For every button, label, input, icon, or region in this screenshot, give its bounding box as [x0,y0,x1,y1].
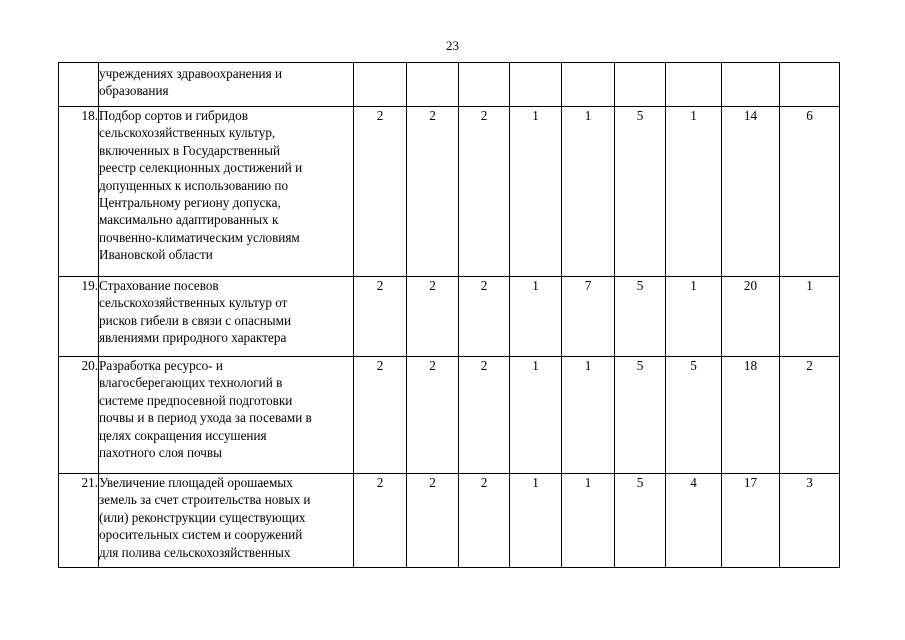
description-line: системе предпосевной подготовки [99,392,293,408]
value-cell: 1 [562,474,615,568]
value-cell: 2 [407,277,459,357]
description-line: Подбор сортов и гибридов [99,108,248,123]
table-row [59,277,840,357]
value-cell: 2 [354,357,407,474]
measures-table [58,62,840,568]
description-line: почвенно-климатическим условиям [99,229,300,245]
value-cell: 1 [562,357,615,474]
row-number: 19. [59,277,99,357]
value-cell: 2 [459,107,510,277]
value-cell: 1 [510,277,562,357]
value-cell: 2 [459,277,510,357]
value-cell: 1 [780,277,840,357]
description-line: Разработка ресурсо- и [99,358,223,373]
value-cell: 1 [562,107,615,277]
row-description [99,357,354,474]
value-cell: 7 [562,277,615,357]
value-cell: 2 [407,107,459,277]
description-line: допущенных к использованию по [99,177,289,193]
table-row [59,107,840,277]
row-number: 18. [59,107,99,277]
value-cell: 2 [407,474,459,568]
value-cell: 2 [354,277,407,357]
description-line: учреждениях здравоохранения и [99,66,283,81]
description-line: рисков гибели в связи с опасными [99,312,292,328]
description-line: Ивановской области [99,247,213,263]
table-row [59,357,840,474]
description-line: образования [99,83,169,99]
value-cell [354,63,407,107]
value-cell: 17 [722,474,780,568]
description-line: Центральному региону допуска, [99,195,281,211]
table-row-continued [59,63,840,107]
row-number: 21. [59,474,99,568]
value-cell: 18 [722,357,780,474]
value-cell: 2 [354,107,407,277]
value-cell: 2 [407,357,459,474]
value-cell: 1 [510,107,562,277]
description-line: включенных в Государственный [99,142,281,158]
value-cell [459,63,510,107]
description-line: Страхование посевов [99,278,219,293]
row-description [99,107,354,277]
description-line: реестр селекционных достижений и [99,160,303,176]
value-cell: 1 [666,277,722,357]
description-line: для полива сельскохозяйственных [99,544,291,560]
value-cell: 5 [615,277,666,357]
description-line: влагосберегающих технологий в [99,375,283,391]
table-row [59,474,840,568]
value-cell [510,63,562,107]
value-cell: 3 [780,474,840,568]
value-cell: 5 [615,474,666,568]
value-cell [722,63,780,107]
value-cell [780,63,840,107]
value-cell: 2 [459,357,510,474]
value-cell: 2 [780,357,840,474]
value-cell: 1 [510,474,562,568]
value-cell [407,63,459,107]
value-cell: 5 [615,107,666,277]
value-cell: 4 [666,474,722,568]
page-number: 23 [446,38,459,53]
description-line: Увеличение площадей орошаемых [99,475,293,490]
value-cell [562,63,615,107]
value-cell: 20 [722,277,780,357]
description-line: оросительных систем и сооружений [99,527,303,543]
description-line: явлениями природного характера [99,330,287,346]
row-description [99,63,354,107]
description-line: пахотного слоя почвы [99,445,222,461]
row-number [59,63,99,107]
value-cell: 1 [666,107,722,277]
description-line: земель за счет строительства новых и [99,492,311,508]
description-line: сельскохозяйственных культур, [99,125,276,141]
value-cell: 1 [510,357,562,474]
value-cell: 6 [780,107,840,277]
value-cell [615,63,666,107]
description-line: максимально адаптированных к [99,212,279,228]
description-line: сельскохозяйственных культур от [99,295,288,311]
value-cell: 5 [666,357,722,474]
value-cell: 14 [722,107,780,277]
value-cell [666,63,722,107]
value-cell: 2 [459,474,510,568]
row-description [99,474,354,568]
description-line: почвы и в период ухода за посевами в [99,410,312,426]
value-cell: 2 [354,474,407,568]
description-line: (или) реконструкции существующих [99,509,306,525]
value-cell: 5 [615,357,666,474]
row-number: 20. [59,357,99,474]
description-line: целях сокращения иссушения [99,427,267,443]
row-description [99,277,354,357]
